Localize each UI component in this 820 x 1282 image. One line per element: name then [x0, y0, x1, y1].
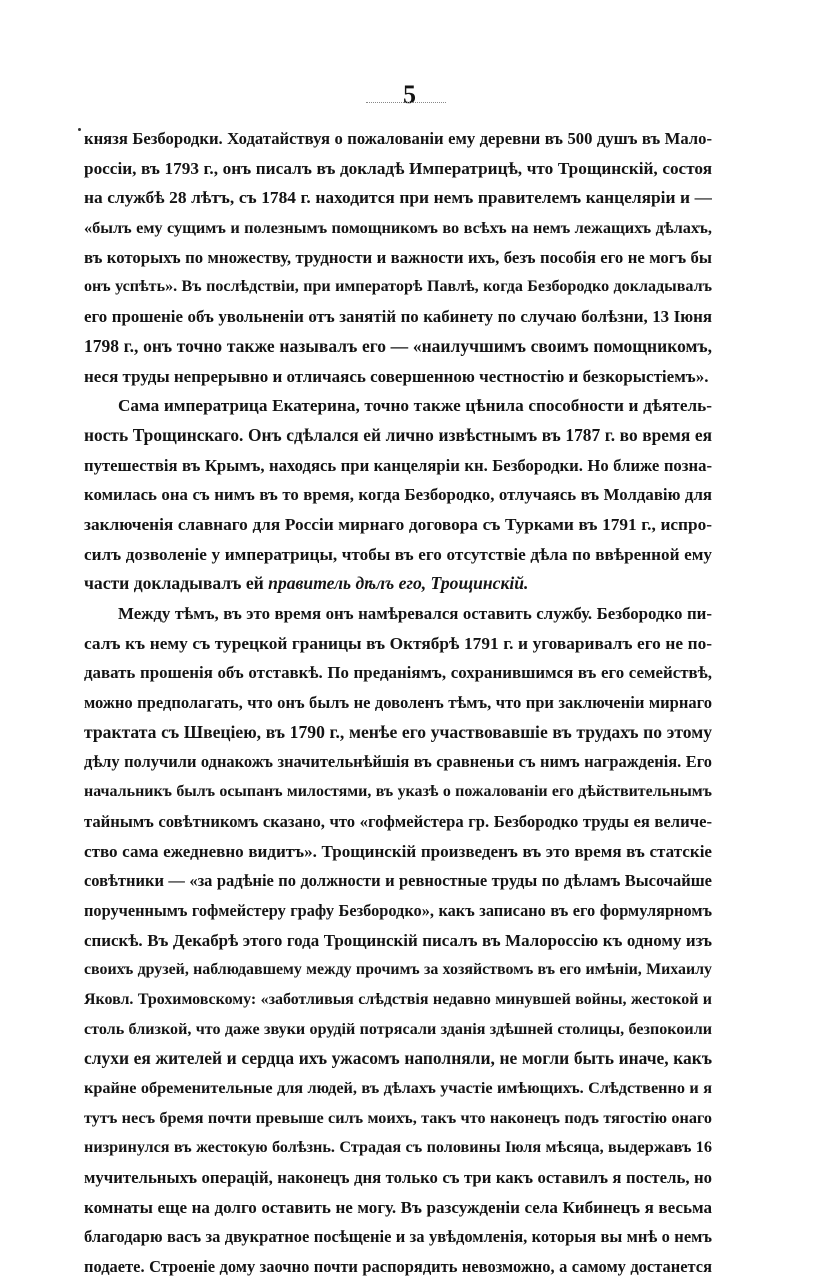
text-line: въ которыхъ по множеству, трудности и важности ихъ, безъ пособія его не могъ бы	[84, 247, 712, 267]
text-line: трактата съ Швеціею, въ 1790 г., менѣе его участвовавшіе въ трудахъ по этому	[84, 721, 712, 742]
body-text	[84, 124, 712, 1282]
text-line: комнаты еще на долго оставить не могу. Въ разсужденіи села Кибинецъ я весьма	[84, 1197, 712, 1217]
page-number: 5	[403, 80, 417, 109]
text-line: спискѣ. Въ Декабрѣ этого года Трощинскій писалъ въ Малороссію къ одному изъ	[84, 930, 712, 950]
text-line: дѣлу получили однакожъ значительнѣйшія въ сравненьи съ нимъ награжденія. Его	[84, 752, 712, 772]
text-line: можно предполагать, что онъ былъ не доволенъ тѣмъ, что при заключеніи мирнаго	[84, 693, 712, 713]
text-line: его прошеніе объ увольненіи отъ занятій по кабинету по случаю болѣзни, 13 Іюня	[84, 307, 712, 327]
text-line: совѣтники — «за радѣніе по должности и ревностные труды по дѣламъ Высочайше	[84, 871, 712, 891]
text-line: ство сама ежедневно видитъ». Трощинскій произведенъ въ это время въ статскіе	[84, 841, 712, 861]
ink-speck	[78, 128, 81, 131]
text-line-paragraph-end: неся труды непрерывно и отличаясь совершенною честностію и безкорыстіемъ».	[84, 366, 709, 386]
text-line: россіи, въ 1793 г., онъ писалъ въ докладѣ Императрицѣ, что Трощинскій, состоя	[84, 158, 712, 178]
text-line: подаете. Строеніе дому заочно почти распорядить невозможно, а самому достанется	[84, 1257, 712, 1277]
text-line: начальникъ былъ осыпанъ милостями, въ указѣ о пожалованіи его дѣйствительнымъ	[84, 783, 712, 801]
text-line: онъ успѣть». Въ послѣдствіи, при императорѣ Павлѣ, когда Безбородко докладывалъ	[84, 278, 712, 296]
text-line: заключенія славнаго для Россіи мирнаго договора съ Турками въ 1791 г., испро-	[84, 514, 712, 534]
text-line: крайне обременительные для людей, въ дѣлахъ участіе имѣющихъ. Слѣдственно и я	[84, 1079, 712, 1097]
text-run: части докладывалъ ей	[84, 573, 269, 594]
text-line: комилась она съ нимъ въ то время, когда Безбородко, отлучаясь въ Молдавію для	[84, 485, 712, 505]
text-line: на службѣ 28 лѣтъ, съ 1784 г. находится при немъ правителемъ канцеляріи и —	[84, 188, 712, 208]
text-line: силъ дозволеніе у императрицы, чтобы въ его отсутствіе дѣла по ввѣренной ему	[84, 544, 712, 564]
text-line: своихъ друзей, наблюдавшему между прочимъ за хозяйствомъ въ его имѣніи, Михаилу	[84, 961, 712, 979]
text-line: ность Трощинскаго. Онъ сдѣлался ей лично извѣстнымъ въ 1787 г. во время ея	[84, 425, 712, 445]
text-line: 1798 г., онъ точно также называлъ его — «наилучшимъ своимъ помощникомъ,	[84, 335, 712, 356]
italic-text-run: правитель дѣлъ его, Трощинскій.	[268, 573, 529, 594]
text-line-paragraph-start: Сама императрица Екатерина, точно также цѣнила способности и дѣятель-	[118, 396, 712, 416]
text-line: мучительныхъ операцій, наконецъ дня только съ три какъ оставилъ я постель, но	[84, 1168, 712, 1188]
text-line-paragraph-end	[84, 569, 712, 599]
text-line: Яковл. Трохимовскому: «заботливыя слѣдствія недавно минувшей войны, жестокой и	[84, 990, 712, 1008]
page-number-rule	[366, 102, 446, 103]
text-line: князя Безбородки. Ходатайствуя о пожалованіи ему деревни въ 500 душъ въ Мало-	[84, 129, 712, 148]
text-line: столь близкой, что даже звуки орудій потрясали зданія здѣшней столицы, безпокоили	[84, 1020, 712, 1038]
text-line: «былъ ему сущимъ и полезнымъ помощникомъ во всѣхъ на немъ лежащихъ дѣлахъ,	[84, 218, 712, 238]
text-line-paragraph-start: Между тѣмъ, въ это время онъ намѣревался оставить службу. Безбородко пи-	[118, 604, 712, 623]
text-line: тайнымъ совѣтникомъ сказано, что «гофмейстера гр. Безбородко труды ея величе-	[84, 811, 712, 831]
text-line: благодарю васъ за двукратное посѣщеніе и за увѣдомленія, которыя вы мнѣ о немъ	[84, 1227, 712, 1247]
text-line: порученнымъ гофмейстеру графу Безбородко», какъ записано въ его формулярномъ	[84, 900, 712, 920]
text-line: путешествія въ Крымъ, находясь при канцеляріи кн. Безбородки. Но ближе позна-	[84, 455, 712, 475]
text-line: давать прошенія объ отставкѣ. По преданіямъ, сохранившимся въ его семействѣ,	[84, 663, 712, 683]
text-line: слухи ея жителей и сердца ихъ ужасомъ наполняли, не могли быть иначе, какъ	[84, 1048, 712, 1069]
text-line: тутъ несъ бремя почти превыше силъ моихъ, такъ что наконецъ подъ тягостію онаго	[84, 1108, 712, 1127]
text-line: салъ къ нему съ турецкой границы въ Октябрѣ 1791 г. и уговаривалъ его не по-	[84, 633, 712, 653]
text-line: низринулся въ жестокую болѣзнь. Страдая съ половины Іюля мѣсяца, выдержавъ 16	[84, 1138, 712, 1157]
